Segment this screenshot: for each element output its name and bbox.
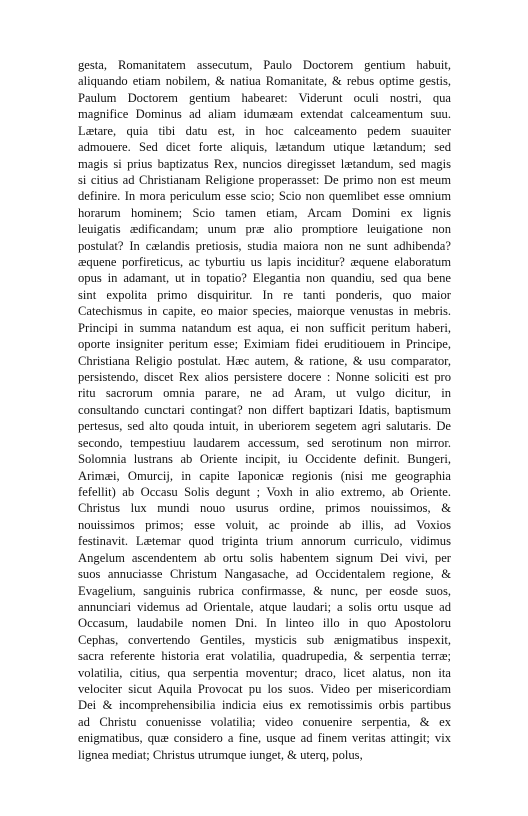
text-line: festinavit. Lætemar quod triginta trium annorum curriculo, vidimus <box>78 534 451 549</box>
text-line: annunciari videmus ad Orientale, atque laudari; a solis ortu usque ad <box>78 599 451 614</box>
text-line: leuigatis ædificandam; unum præ alio promptiore leuigatione non <box>78 222 451 237</box>
text-line: ritu sacrorum omnia parare, ne ad Aram, ut vulgo dicitur, in <box>78 386 451 401</box>
text-line: volatilia, citius, qua serpentia moventur; draco, licet alatus, non ita <box>78 665 451 680</box>
text-line: Angelum ascendentem ab ortu solis habentem signum Dei vivi, per <box>78 550 451 565</box>
text-line: nouissimos primos; esse voluit, ac proinde ab illis, ad Voxios <box>78 517 451 532</box>
text-line: oporte insigniter peritum esse; Eximiam fidei eruditiouem in Principe, <box>78 337 451 352</box>
text-line: Dei & incomprehensibilia indicia eius ex remotissimis orbis partibus <box>78 698 451 713</box>
text-line: ad Christu conuenisse volatilia; video conuenire serpentia, & ex <box>78 714 451 729</box>
text-line: sint expolita primo disquiritur. In re tanti ponderis, quo maior <box>78 287 451 302</box>
text-line: definire. In mora periculum esse scio; Scio non quemlibet esse omnium <box>78 189 451 204</box>
document-page <box>78 57 451 763</box>
text-line: lignea mediat; Christus utrumque iunget, & uterq, polus, <box>78 747 363 762</box>
text-line: pertesus, sed alto qouda intuit, in uberiorem segetem agri salutaris. De <box>78 419 451 434</box>
text-line: consultando cunctari contingat? non differt baptizari Idatis, baptismum <box>78 402 451 417</box>
text-line: Lætare, quia tibi datu est, in hoc calceamento pedem suauiter <box>78 123 451 138</box>
text-line: gesta, Romanitatem assecutum, Paulo Doctorem gentium habuit, <box>78 58 451 72</box>
text-line: sacra referente historia erat volatilia, quadrupedia, & serpentia terræ; <box>78 649 451 664</box>
text-line: fefellit) ab Occasu Solis degunt ; Voxh in alio extremo, ab Oriente. <box>78 484 451 499</box>
text-line: Christus lux mundi nouo usurus ordine, primos nouissimos, & <box>78 501 451 516</box>
text-line: æquene porfireticus, ac tyburtiu us lapis inciditur? æquene elaboratum <box>78 255 451 270</box>
text-line: horarum hominem; Scio tamen etiam, Arcam Domini ex lignis <box>78 205 451 220</box>
text-line: magis si prius baptizatus Rex, nuncios diregisset lætandum, sed magis <box>78 156 451 171</box>
text-line: Principi in summa natandum est aqua, ei non sufficit peritum haberi, <box>78 320 451 335</box>
text-line: Christiana Religio postulat. Hæc autem, & ratione, & usu comparator, <box>78 353 451 368</box>
text-line: opus in adamant, ut in topatio? Elegantia non quandiu, sed qua bene <box>78 271 451 286</box>
text-line: Solomnia lustrans ab Oriente incipit, iu Occidente definit. Bungeri, <box>78 452 451 467</box>
text-line: aliquando etiam nobilem, & natiua Romanitate, & rebus optime gestis, <box>78 74 451 89</box>
text-line: Evagelium, sanguinis rubrica confirmasse, & nunc, per eosde suos, <box>78 583 451 598</box>
text-line: admouere. Sed dicet forte aliquis, lætandum utique lætandum; sed <box>78 140 451 155</box>
text-line: Arimæi, Omurcij, in capite Iaponicæ regionis (nisi me geographia <box>78 468 451 483</box>
text-line: persistendo, discet Rex alios persistere docere : Nonne soliciti est pro <box>78 370 451 385</box>
text-line: Occasum, laudabile nomen Dni. In linteo illo in quo Apostoloru <box>78 616 451 631</box>
text-line: Paulum Doctorem gentium habearet: Viderunt oculi nostri, qua <box>78 90 451 105</box>
text-line: magnifice Dominus ad aliam idumæam extendat calceamentum suu. <box>78 107 451 122</box>
text-line: postulat? In cælandis pretiosis, studia maiora non ne sunt adhibenda? <box>78 238 451 253</box>
text-line: si citius ad Christianam Religione properasset: De primo non est meum <box>78 172 451 187</box>
text-line: Cephas, convertendo Gentiles, mysticis sub ænigmatibus inspexit, <box>78 632 451 647</box>
text-line: velociter sicut Aquila Provocat pu los suos. Video per misericordiam <box>78 682 451 697</box>
text-line: Catechismus in capite, eo maior species, maiorque venustas in mebris. <box>78 304 451 319</box>
text-line: secondo, tempestiuu laudarem accessum, sed serotinum non mirror. <box>78 435 451 450</box>
text-line: suos annuciasse Christum Nangasache, ad Occidentalem regione, & <box>78 567 451 582</box>
text-line: enigmatibus, quæ considero a fine, usque ad finem veritas attingit; vix <box>78 731 451 746</box>
